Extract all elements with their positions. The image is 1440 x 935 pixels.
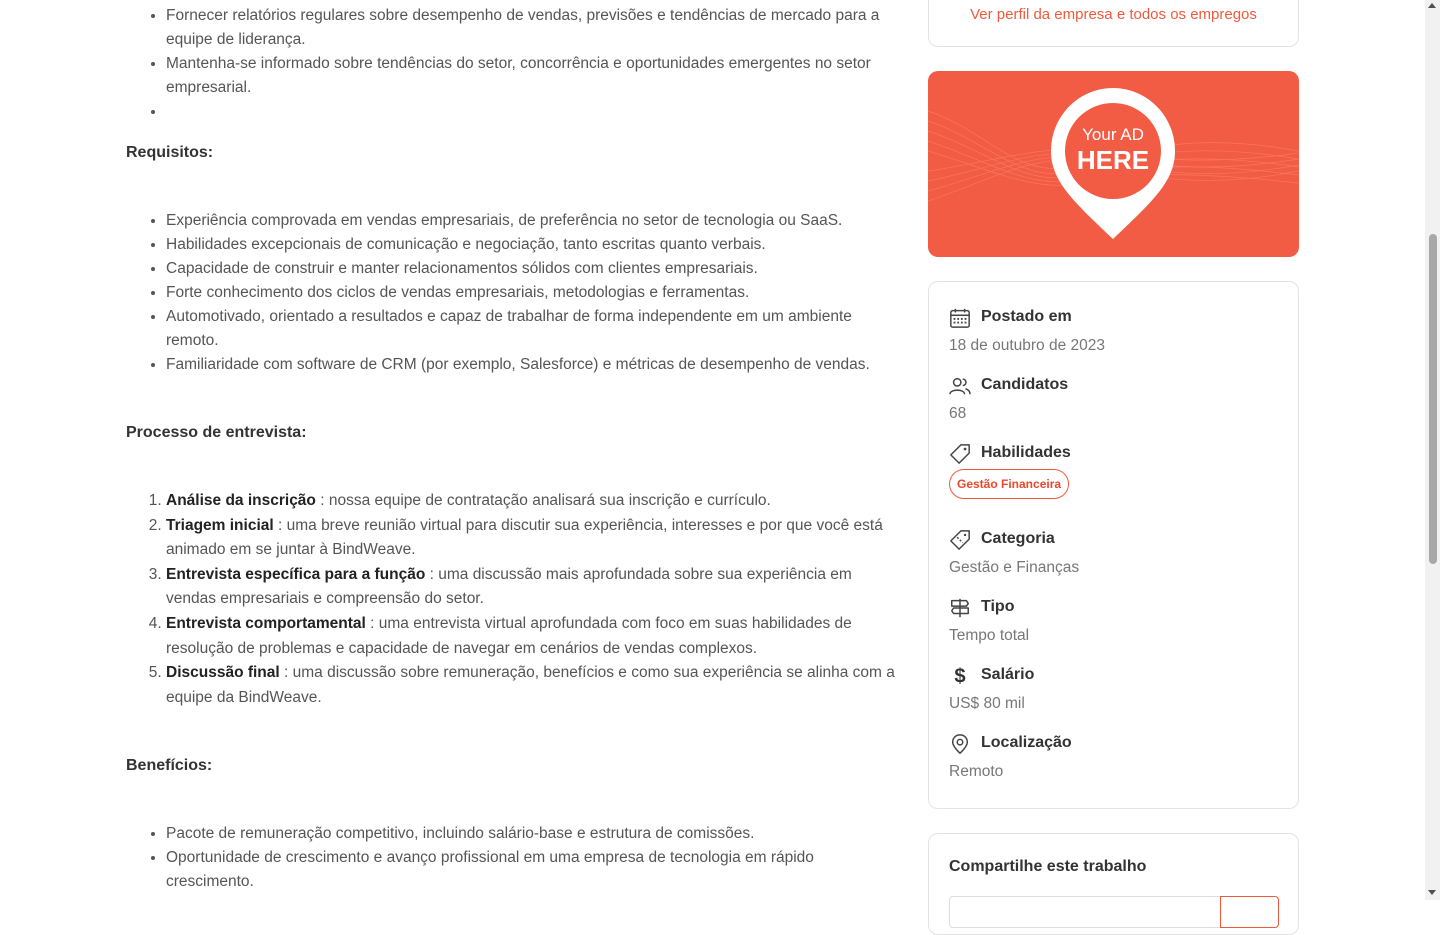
category-label: Categoria <box>981 530 1055 547</box>
step-title: Entrevista específica para a função <box>166 565 426 583</box>
list-item <box>166 514 896 563</box>
list-item: • Pacote de remuneração competitivo, incluindo salário-base e estrutura de comissões. <box>166 822 896 846</box>
ticket-icon <box>949 529 971 551</box>
job-overview-card <box>928 281 1299 809</box>
responsibilities-list <box>126 4 896 124</box>
location-label: Localização <box>981 734 1072 751</box>
step-text: : uma entrevista virtual aprofundada com foco em suas habilidades de resolução de problemas e capacidade de navegar em cenários de vendas complexos. <box>166 614 852 657</box>
list-item: • Familiaridade com software de CRM (por exemplo, Salesforce) e métricas de desempenho de vendas. <box>166 353 896 377</box>
benefits-list-wrap <box>126 822 896 894</box>
step-title: Discussão final <box>166 664 280 682</box>
tag-icon <box>949 443 971 465</box>
map-pin-icon <box>949 733 971 755</box>
step-text: : uma discussão sobre remuneração, benefícios e como sua experiência se alinha com a equipe da BindWeave. <box>166 664 895 706</box>
step-text: : nossa equipe de contratação analisará sua inscrição e currículo. <box>315 492 771 509</box>
share-card <box>928 833 1299 935</box>
list-item: • Oportunidade de crescimento e avanço profissional em uma empresa de tecnologia em rápido crescimento. <box>166 846 896 894</box>
list-item: • Mantenha-se informado sobre tendências do setor, concorrência e oportunidades emergentes no setor empresarial. <box>166 52 896 100</box>
benefits-list <box>126 822 896 894</box>
list-item: • Capacidade de construir e manter relacionamentos sólidos com clientes empresariais. <box>166 257 896 281</box>
benefits-heading: Benefícios: <box>126 757 213 774</box>
list-item: • Forte conhecimento dos ciclos de vendas empresariais, metodologias e ferramentas. <box>166 281 896 305</box>
skill-badge[interactable]: Gestão Financeira <box>949 469 1069 499</box>
list-item: • Habilidades excepcionais de comunicação e negociação, tanto escritas quanto verbais. <box>166 233 896 257</box>
interview-steps <box>126 489 896 710</box>
step-text: : uma breve reunião virtual para discutir sua experiência, interesses e por que você está animado em se juntar à BindWeave. <box>166 516 883 559</box>
step-title: Análise da inscrição <box>166 492 316 509</box>
svg-text:$: $ <box>954 665 966 687</box>
company-card <box>928 0 1299 47</box>
salary-label: Salário <box>981 666 1035 683</box>
page-scrollbar[interactable] <box>1425 0 1440 900</box>
candidates-value: 68 <box>949 405 967 422</box>
interview-heading: Processo de entrevista: <box>126 424 307 441</box>
type-label: Tipo <box>981 598 1015 615</box>
users-icon <box>949 375 971 397</box>
scroll-down-arrow-icon[interactable] <box>1428 890 1436 895</box>
dollar-icon <box>949 665 971 687</box>
signpost-icon <box>949 597 971 619</box>
ad-banner[interactable] <box>928 71 1299 257</box>
company-profile-link[interactable]: Ver perfil da empresa e todos os empregos <box>970 6 1257 23</box>
skills-label: Habilidades <box>981 444 1071 461</box>
scroll-up-arrow-icon[interactable] <box>1428 3 1436 8</box>
requirements-list-wrap <box>126 209 896 377</box>
requirements-list <box>126 209 896 377</box>
category-value: Gestão e Finanças <box>949 559 1080 576</box>
copy-link-button[interactable] <box>1220 896 1279 928</box>
list-item: • Fornecer relatórios regulares sobre desempenho de vendas, previsões e tendências de mercado para a equipe de liderança. <box>166 4 896 52</box>
ad-text-line2: HERE <box>1076 145 1150 175</box>
type-value: Tempo total <box>949 627 1030 644</box>
location-value: Remoto <box>949 763 1004 780</box>
ad-text-line1: Your AD <box>1082 125 1144 144</box>
list-item: • Experiência comprovada em vendas empresariais, de preferência no setor de tecnologia ou SaaS. <box>166 209 896 233</box>
share-title: Compartilhe este trabalho <box>949 858 1147 875</box>
list-item <box>166 612 896 661</box>
list-item <box>166 100 896 124</box>
list-item <box>166 563 896 612</box>
posted-value: 18 de outubro de 2023 <box>949 337 1105 354</box>
interview-list-wrap <box>126 489 896 710</box>
list-item: • Automotivado, orientado a resultados e capaz de trabalhar de forma independente em um ambiente remoto. <box>166 305 896 353</box>
share-link-input[interactable] <box>949 896 1221 928</box>
calendar-icon <box>949 307 971 329</box>
posted-label: Postado em <box>981 308 1072 325</box>
list-item <box>166 489 896 514</box>
salary-value: US$ 80 mil <box>949 695 1025 712</box>
step-text: : uma discussão mais aprofundada sobre sua experiência em vendas empresariais e compreensão do setor. <box>166 565 852 608</box>
candidates-label: Candidatos <box>981 376 1069 393</box>
requirements-heading: Requisitos: <box>126 144 214 161</box>
scrollbar-thumb[interactable] <box>1429 234 1437 564</box>
list-item <box>166 661 896 710</box>
step-title: Entrevista comportamental <box>166 614 366 632</box>
step-title: Triagem inicial <box>166 516 274 534</box>
responsibilities-list-wrap <box>126 4 896 124</box>
